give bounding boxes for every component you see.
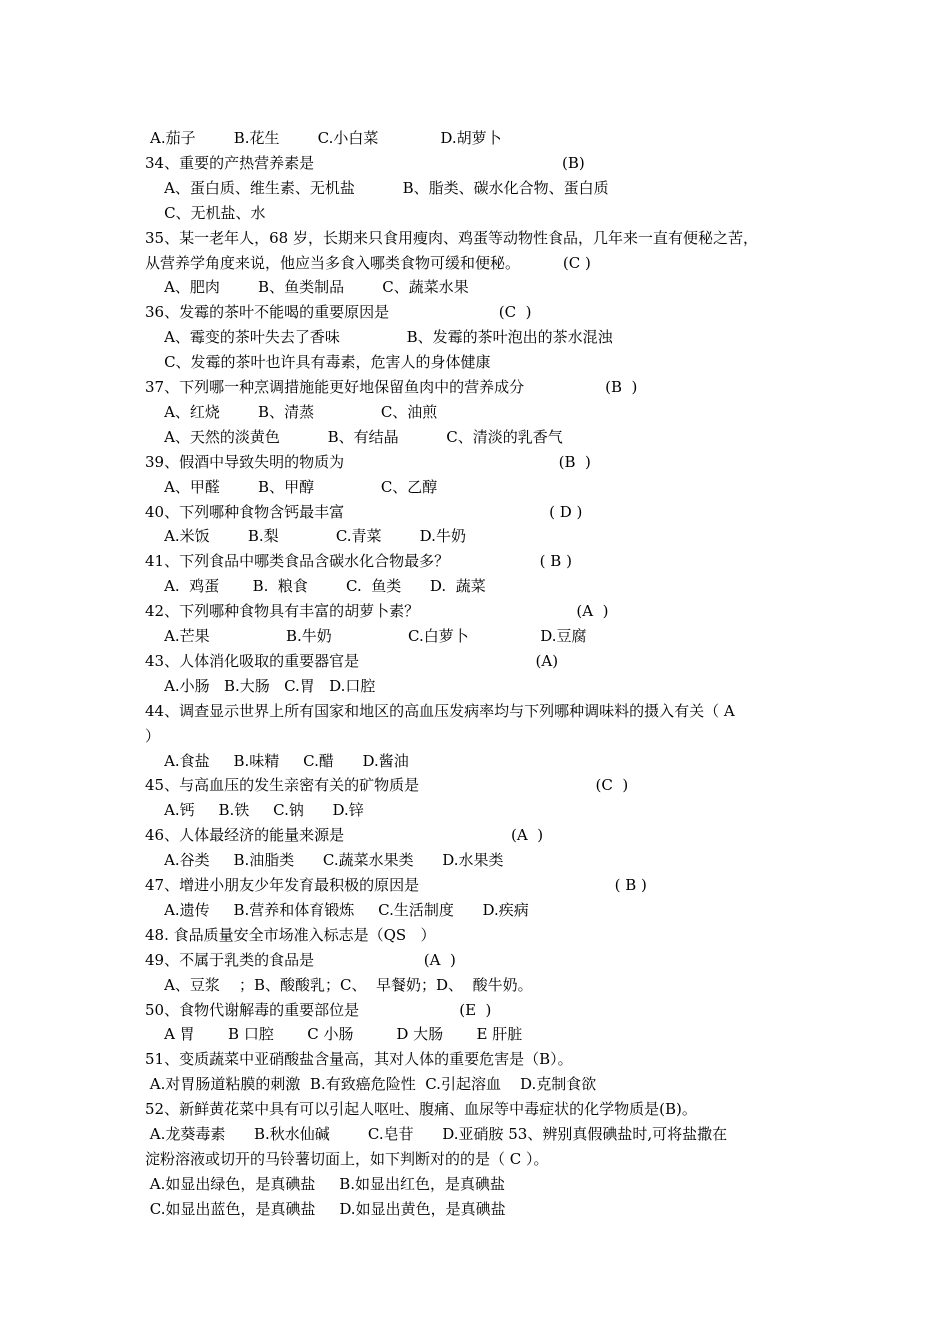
text-line: C、发霉的茶叶也许具有毒素，危害人的身体健康 [145,353,491,372]
text-line: A、霉变的茶叶失去了香味 B、发霉的茶叶泡出的茶水混浊 [145,328,613,347]
text-line: A.如显出绿色，是真碘盐 B.如显出红色，是真碘盐 [145,1174,506,1193]
text-line: A.对胃肠道粘膜的刺激 B.有致癌危险性 C.引起溶血 D.克制食欲 [145,1075,597,1094]
text-line: A.食盐 B.味精 C.醋 D.酱油 [145,751,409,770]
text-line: 淀粉溶液或切开的马铃薯切面上，如下判断对的的是（ C ）。 [145,1149,549,1168]
text-line: 41、下列食品中哪类食品含碳水化合物最多？ ( B ) [145,552,572,571]
text-line: 36、发霉的茶叶不能喝的重要原因是 (C ) [145,303,532,322]
text-line: 44、调查显示世界上所有国家和地区的高血压发病率均与下列哪种调味料的摄入有关（ A [145,701,735,720]
text-line: 46、人体最经济的能量来源是 (A ) [145,826,544,845]
text-line: A.芒果 B.牛奶 C.白萝卜 D.豆腐 [145,627,587,645]
text-line: ） [145,726,161,745]
text-line: A.遗传 B.营养和体育锻炼 C.生活制度 D.疾病 [145,900,529,919]
text-line: 48. 食品质量安全市场准入标志是（QS ） [145,925,436,944]
text-line: 45、与高血压的发生亲密有关的矿物质是 (C ) [145,776,629,795]
text-line: 47、增进小朋友少年发育最积极的原因是 ( B ) [145,876,647,894]
text-line: A.谷类 B.油脂类 C.蔬菜水果类 D.水果类 [145,851,504,870]
text-line: C、无机盐、水 [145,203,266,222]
text-line: 50、食物代谢解毒的重要部位是 (E ) [145,1000,492,1019]
text-line: 从营养学角度来说，他应当多食入哪类食物可缓和便秘。 (C ) [145,253,591,272]
text-line: 39、假酒中导致失明的物质为 (B ) [145,452,591,471]
text-line: A 胃 B 口腔 C 小肠 D 大肠 E 肝脏 [145,1025,523,1044]
text-line: 52、新鲜黄花菜中具有可以引起人呕吐、腹痛、血尿等中毒症状的化学物质是(B)。 [145,1100,697,1119]
text-line: 51、变质蔬菜中亚硝酸盐含量高，其对人体的重要危害是（B）。 [145,1050,573,1069]
text-line: 43、人体消化吸取的重要器官是 (A) [145,651,559,670]
text-line: A、蛋白质、维生素、无机盐 B、脂类、碳水化合物、蛋白质 [145,178,609,197]
text-line: A.茄子 B.花生 C.小白菜 D.胡萝卜 [150,129,502,147]
text-line: C.如显出蓝色，是真碘盐 D.如显出黄色，是真碘盐 [145,1199,506,1218]
text-line: 35、某一老年人，68 岁，长期来只食用瘦肉、鸡蛋等动物性食品，几年来一直有便秘之苦， [145,228,758,247]
text-line: A、天然的淡黄色 B、有结晶 C、清淡的乳香气 [145,427,563,446]
text-line: A、红烧 B、清蒸 C、油煎 [145,402,438,421]
text-line: A、甲醛 B、甲醇 C、乙醇 [145,477,438,496]
text-line: A、肥肉 B、鱼类制品 C、蔬菜水果 [145,278,469,297]
text-line: A.小肠 B.大肠 C.胃 D.口腔 [145,676,376,695]
text-line: A. 鸡蛋 B. 粮食 C. 鱼类 D. 蔬菜 [145,577,486,596]
text-line: 40、下列哪种食物含钙最丰富 ( D ) [145,502,583,521]
text-line: A、豆浆 ；B、酸酸乳；C、 早餐奶；D、 酸牛奶。 [145,975,533,994]
text-line: 49、不属于乳类的食品是 (A ) [145,950,456,969]
text-line: A.钙 B.铁 C.钠 D.锌 [145,801,364,820]
text-line: A.米饭 B.梨 C.青菜 D.牛奶 [145,527,466,546]
text-line: A.龙葵毒素 B.秋水仙碱 C.皂苷 D.亚硝胺 53、辨别真假碘盐时,可将盐撒在 [145,1125,728,1143]
text-line: 34、重要的产热营养素是 (B) [145,153,585,172]
text-line: 37、下列哪一种烹调措施能更好地保留鱼肉中的营养成分 (B ) [145,378,638,396]
text-line: 42、下列哪种食物具有丰富的胡萝卜素？ (A ) [145,602,609,621]
